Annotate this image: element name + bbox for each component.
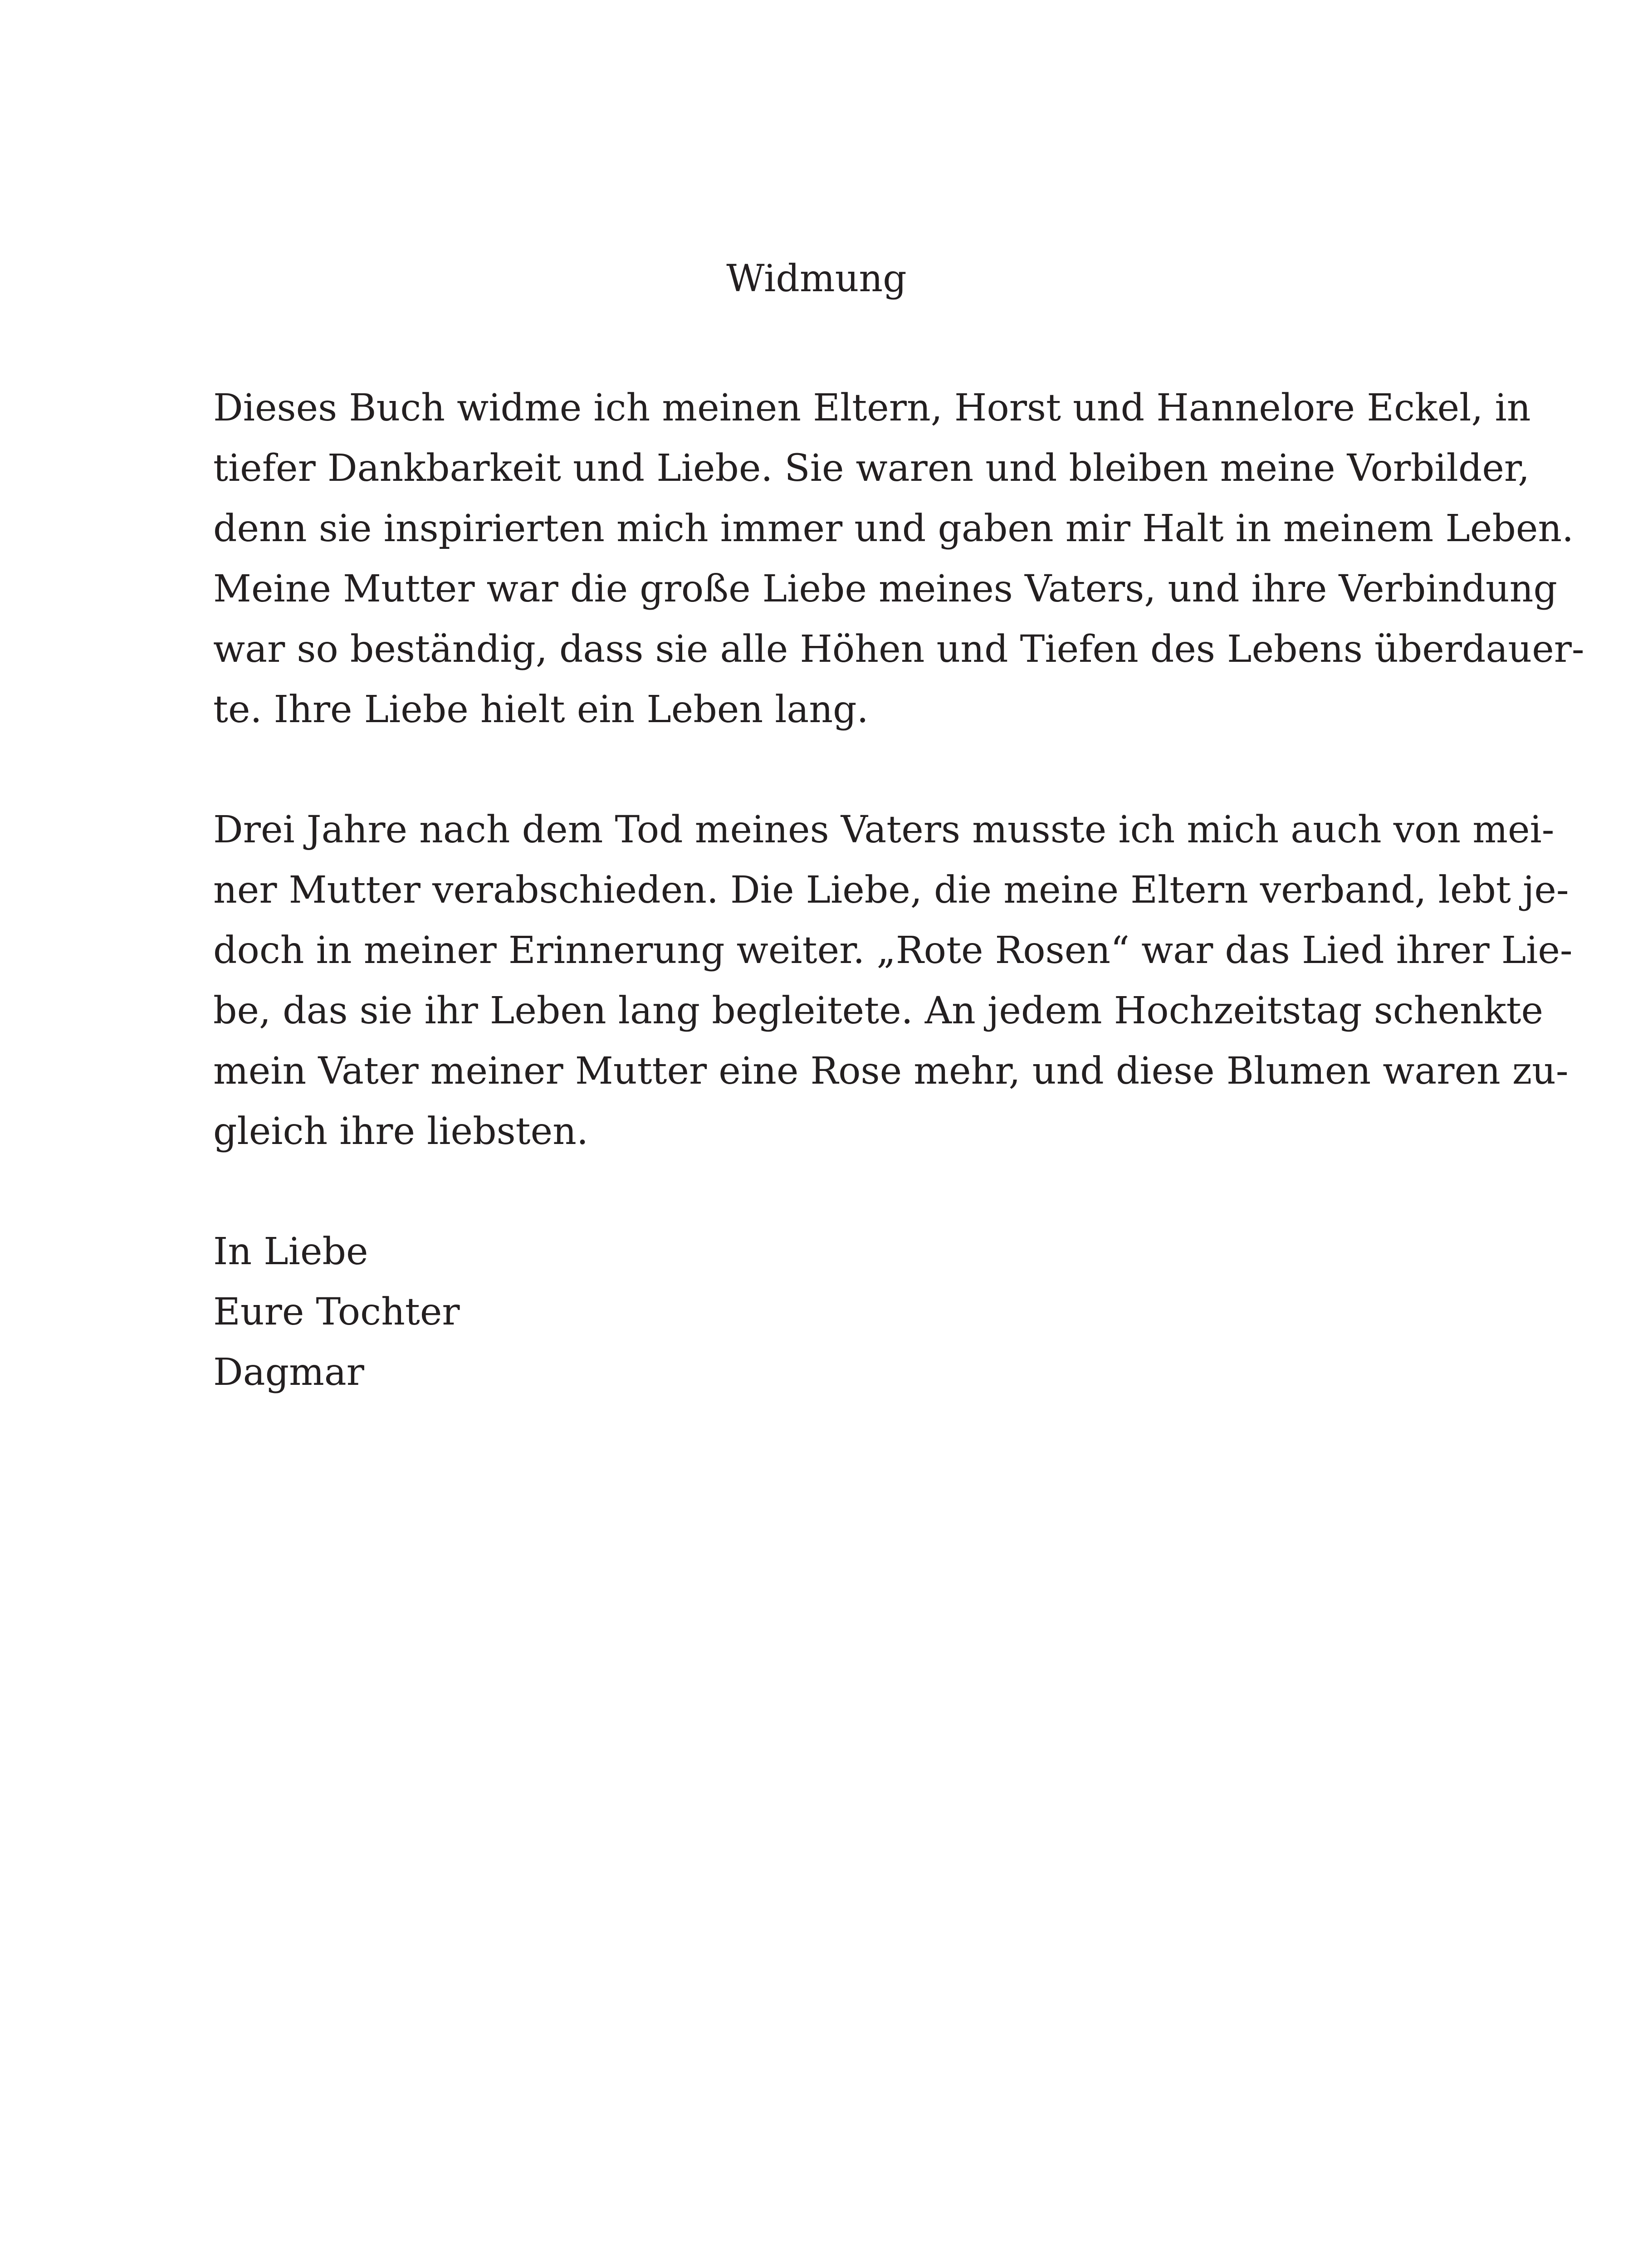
text-line: doch in meiner Erinnerung weiter. „Rote Rosen“ war das Lied ihrer Lie- [213,929,1573,972]
text-line: tiefer Dankbarkeit und Liebe. Sie waren und bleiben meine Vorbilder, [213,447,1530,490]
text-line: Meine Mutter war die große Liebe meines Vaters, und ihre Verbindung [213,567,1557,611]
dedication-paragraph-2 [213,800,1573,1162]
closing-salutation: In Liebe [213,1230,368,1273]
text-line: be, das sie ihr Leben lang begleitete. An jedem Hochzeitstag schenkte [213,989,1544,1032]
text-line: ner Mutter verabschieden. Die Liebe, die meine Eltern verband, lebt je- [213,869,1569,912]
text-line: denn sie inspirierten mich immer und gaben mir Halt in meinem Leben. [213,507,1574,550]
page-title: Widmung [726,257,907,300]
closing-relation: Eure Tochter [213,1290,460,1334]
closing-signature [213,1222,1465,1403]
text-line: gleich ihre liebsten. [213,1110,589,1153]
text-line: war so beständig, dass sie alle Höhen und Tiefen des Lebens überdauer- [213,628,1584,671]
dedication-paragraph-1 [213,378,1584,740]
text-line: mein Vater meiner Mutter eine Rose mehr, und diese Blumen waren zu- [213,1050,1569,1093]
text-line: Drei Jahre nach dem Tod meines Vaters musste ich mich auch von mei- [213,808,1555,851]
text-line: te. Ihre Liebe hielt ein Leben lang. [213,688,869,731]
author-name: Dagmar [213,1351,364,1394]
text-line: Dieses Buch widme ich meinen Eltern, Horst und Hannelore Eckel, in [213,386,1531,430]
